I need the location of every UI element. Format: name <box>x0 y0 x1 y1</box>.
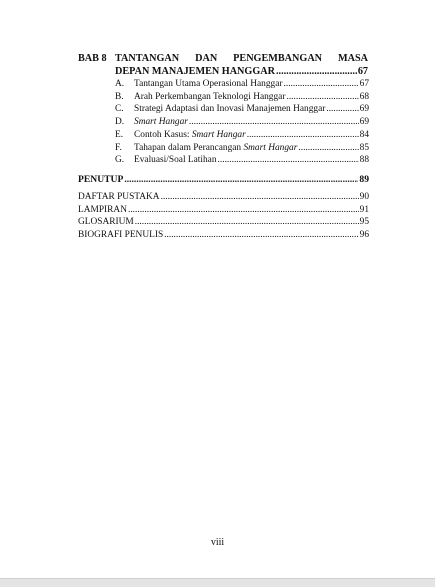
dot-leader <box>164 230 358 240</box>
dot-leader <box>284 79 359 89</box>
chapter-title-line2: DEPAN MANAJEMEN HANGGAR <box>115 66 275 77</box>
dot-leader <box>135 217 359 227</box>
section-title-italic: Smart Hangar <box>243 143 298 153</box>
section-letter: D. <box>115 117 125 127</box>
section-title-italic: Smart Hangar <box>191 130 246 140</box>
section-letter: E. <box>115 130 124 140</box>
dot-leader <box>276 66 357 77</box>
dot-leader <box>326 104 358 114</box>
back-matter-label: BIOGRAFI PENULIS <box>78 230 164 240</box>
back-matter-page-number: 96 <box>359 230 369 240</box>
page-number-footer: viii <box>210 537 225 548</box>
penutup-label: PENUTUP <box>78 174 124 185</box>
toc-entry-glosarium[interactable] <box>78 217 369 227</box>
chapter-page-number: 67 <box>357 66 368 77</box>
toc-entry-section-f[interactable] <box>115 143 369 153</box>
dot-leader <box>128 205 359 215</box>
back-matter-page-number: 95 <box>359 217 369 227</box>
back-matter-page-number: 91 <box>359 205 369 215</box>
chapter-title-word: PENGEMBANGAN <box>233 53 323 64</box>
toc-entry-biografi-penulis[interactable] <box>78 230 369 240</box>
toc-entry-section-e[interactable] <box>115 130 369 140</box>
section-title: Smart Hangar <box>134 117 188 127</box>
chapter-title-word: MASA <box>338 53 368 64</box>
section-page-number: 85 <box>359 143 369 153</box>
dot-leader <box>189 117 359 127</box>
toc-entry-section-a[interactable] <box>115 79 369 89</box>
penutup-page-number: 89 <box>359 174 369 185</box>
chapter-heading-line2[interactable] <box>115 66 368 77</box>
toc-entry-section-c[interactable] <box>115 104 369 114</box>
section-title-prefix: Contoh Kasus: <box>134 130 192 140</box>
section-page-number: 69 <box>359 104 369 114</box>
dot-leader <box>286 92 358 102</box>
section-title: Strategi Adaptasi dan Inovasi Manajemen Hanggar <box>134 104 326 114</box>
section-title: Evaluasi/Soal Latihan <box>134 155 217 165</box>
dot-leader <box>218 155 359 165</box>
section-letter: C. <box>115 104 124 114</box>
section-title <box>134 130 246 140</box>
section-letter: G. <box>115 155 125 165</box>
toc-entry-daftar-pustaka[interactable] <box>78 192 369 202</box>
section-title: Arah Perkembangan Teknologi Hanggar <box>134 92 286 102</box>
dot-leader <box>161 192 359 202</box>
section-letter: B. <box>115 92 124 102</box>
back-matter-label: LAMPIRAN <box>78 205 127 215</box>
section-page-number: 68 <box>359 92 369 102</box>
chapter-title-line1 <box>115 53 368 64</box>
section-page-number: 84 <box>359 130 369 140</box>
toc-entry-lampiran[interactable] <box>78 205 369 215</box>
chapter-title-word: TANTANGAN <box>115 53 180 64</box>
section-letter: F. <box>115 143 122 153</box>
section-title-prefix: Tahapan dalam Perancangan <box>134 143 244 153</box>
section-title <box>134 143 297 153</box>
chapter-number: BAB 8 <box>78 53 107 64</box>
dot-leader <box>298 143 358 153</box>
back-matter-page-number: 90 <box>359 192 369 202</box>
section-page-number: 69 <box>359 117 369 127</box>
section-page-number: 67 <box>359 79 369 89</box>
back-matter-label: GLOSARIUM <box>78 217 134 227</box>
dot-leader <box>124 174 358 185</box>
section-page-number: 88 <box>359 155 369 165</box>
dot-leader <box>247 130 359 140</box>
section-title: Tantangan Utama Operasional Hanggar <box>134 79 283 89</box>
section-letter: A. <box>115 79 125 89</box>
back-matter-label: DAFTAR PUSTAKA <box>78 192 160 202</box>
toc-entry-section-b[interactable] <box>115 92 369 102</box>
chapter-title-word: DAN <box>195 53 218 64</box>
toc-entry-section-g[interactable] <box>115 155 369 165</box>
toc-entry-section-d[interactable] <box>115 117 369 127</box>
chapter-heading <box>78 53 368 64</box>
toc-entry-penutup[interactable] <box>78 174 369 185</box>
